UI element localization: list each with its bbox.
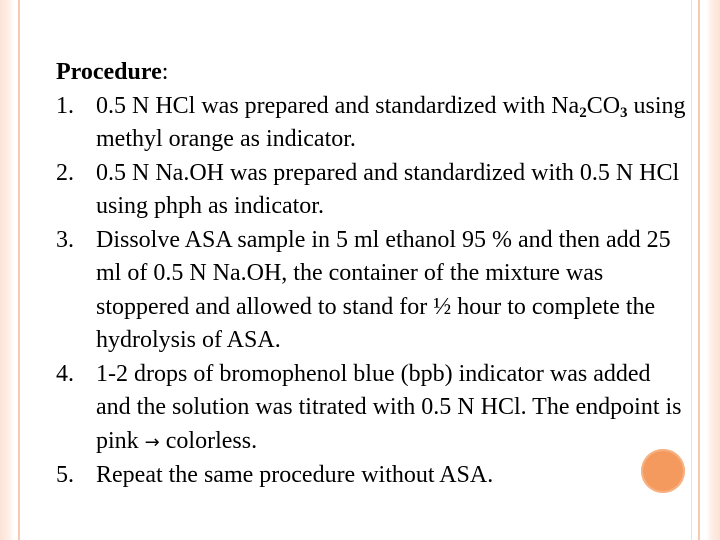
step-number: 5. bbox=[56, 462, 74, 488]
step-text: Dissolve ASA sample in 5 ml ethanol 95 % and then add 25 ml of 0.5 N Na.OH, the container of the mixture was stoppered and allowed to stand for ½ hour to complete the hydrolysis of ASA. bbox=[96, 226, 671, 353]
right-border-line bbox=[698, 0, 700, 540]
left-decorative-border bbox=[0, 0, 14, 540]
step-number: 3. bbox=[56, 226, 74, 253]
procedure-step-4 bbox=[56, 358, 686, 460]
step-text: Repeat the same procedure without ASA. bbox=[96, 462, 494, 488]
step-number: 1. bbox=[56, 92, 74, 119]
procedure-step-1 bbox=[56, 90, 686, 157]
right-decorative-border bbox=[706, 0, 720, 540]
subscript-2: 2 bbox=[579, 104, 587, 121]
step-number: 2. bbox=[56, 159, 74, 186]
right-border-line-inner bbox=[691, 0, 692, 540]
procedure-heading-colon: : bbox=[161, 59, 169, 85]
step-number: 4. bbox=[56, 360, 74, 387]
procedure-steps-list bbox=[56, 90, 686, 493]
left-border-line bbox=[18, 0, 20, 540]
step-text-cont: CO bbox=[586, 92, 621, 119]
slide-content bbox=[56, 56, 686, 493]
right-arrow-icon: → bbox=[144, 431, 160, 453]
procedure-step-2 bbox=[56, 157, 686, 224]
procedure-step-3 bbox=[56, 224, 686, 358]
step-text: 0.5 N HCl was prepared and standardized with Na bbox=[96, 92, 580, 119]
step-text: 1-2 drops of bromophenol blue (bpb) indicator was added and the solution was titrated with 0.5 N HCl. The endpoint is pink bbox=[96, 360, 682, 454]
decorative-circle-icon bbox=[641, 449, 685, 493]
procedure-step-5 bbox=[56, 459, 686, 493]
procedure-heading bbox=[56, 56, 686, 90]
step-text-end: colorless. bbox=[159, 427, 258, 454]
step-text-end: using methyl orange as indicator. bbox=[96, 92, 686, 152]
step-text: 0.5 N Na.OH was prepared and standardized with 0.5 N HCl using phph as indicator. bbox=[96, 159, 680, 219]
subscript-3: 3 bbox=[620, 104, 628, 121]
procedure-heading-text: Procedure bbox=[56, 59, 162, 85]
